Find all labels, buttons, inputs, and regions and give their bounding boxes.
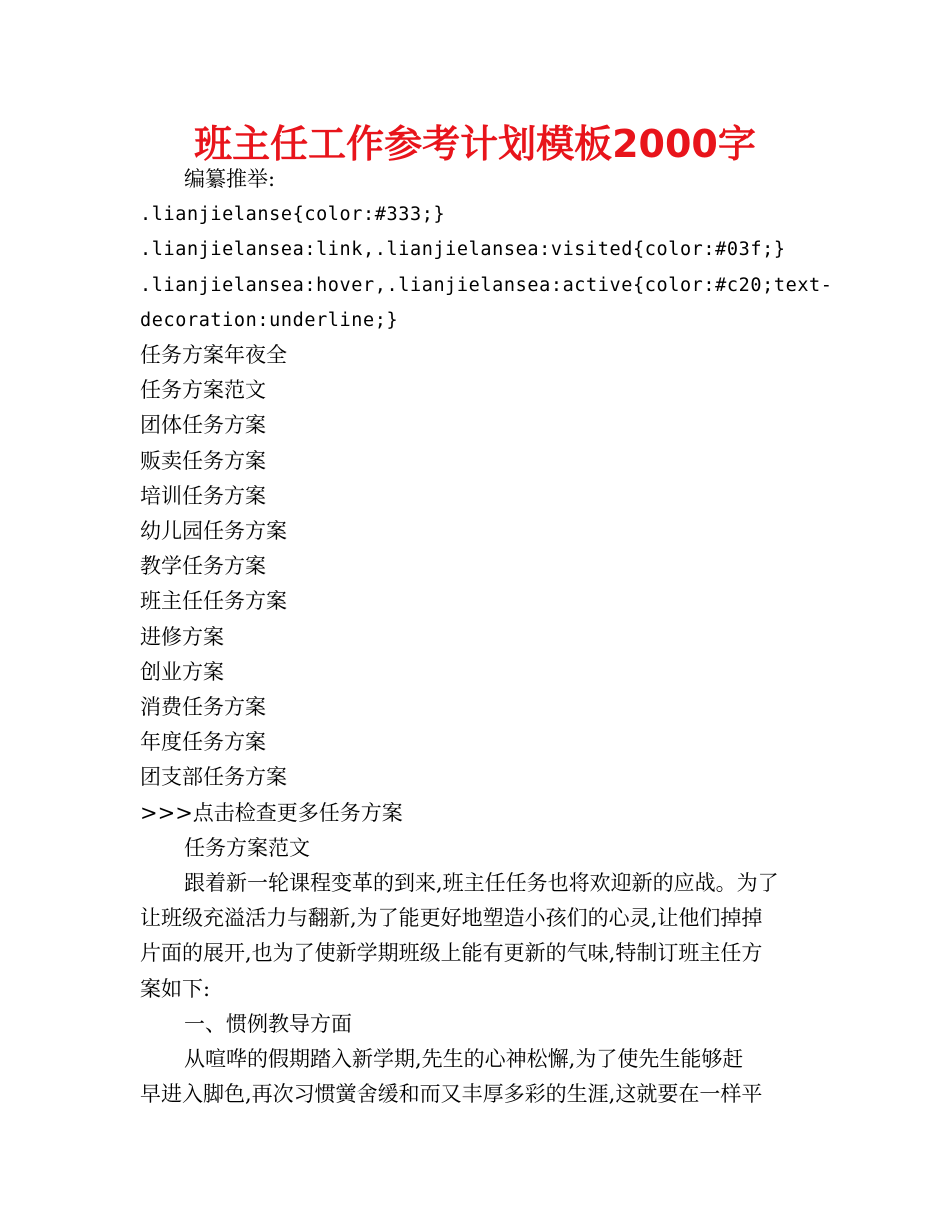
related-link[interactable]: 任务方案年夜全 (140, 343, 287, 368)
css-line: .lianjielanse{color:#333;} (140, 204, 446, 226)
paragraph-line: 早进入脚色,再次习惯黉舍缓和而又丰厚多彩的生涯,这就要在一样平 (140, 1082, 763, 1107)
css-line: decoration:underline;} (140, 309, 399, 331)
related-link[interactable]: 培训任务方案 (140, 483, 266, 508)
paragraph-line: 案如下: (140, 976, 211, 1001)
related-link[interactable]: 教学任务方案 (140, 554, 266, 579)
related-link[interactable]: 班主任任务方案 (140, 589, 287, 614)
css-line: .lianjielansea:link,.lianjielansea:visited{color:#03f;} (140, 239, 786, 261)
section-heading: 任务方案范文 (184, 835, 310, 860)
related-link[interactable]: 幼儿园任务方案 (140, 519, 287, 544)
paragraph-line: 从喧哗的假期踏入新学期,先生的心神松懈,为了使先生能够赶 (184, 1047, 744, 1072)
more-plans-link[interactable]: >>>点击检查更多任务方案 (140, 800, 403, 825)
editor-label: 编纂推举: (184, 167, 276, 191)
related-link[interactable]: 贩卖任务方案 (140, 448, 266, 473)
related-link[interactable]: 团体任务方案 (140, 413, 266, 438)
document-title: 班主任工作参考计划模板2000字 (194, 122, 756, 166)
paragraph-line: 片面的展开,也为了使新学期班级上能有更新的气味,特制订班主任方 (140, 941, 763, 966)
related-link[interactable]: 年度任务方案 (140, 730, 266, 755)
related-link[interactable]: 任务方案范文 (140, 378, 266, 403)
subheading: 一、惯例教导方面 (184, 1011, 352, 1036)
related-link[interactable]: 创业方案 (140, 659, 224, 684)
related-link[interactable]: 消费任务方案 (140, 695, 266, 720)
related-link[interactable]: 团支部任务方案 (140, 765, 287, 790)
document-body (140, 162, 833, 1112)
related-link[interactable]: 进修方案 (140, 624, 224, 649)
css-line: .lianjielansea:hover,.lianjielansea:active{color:#c20;text- (140, 274, 833, 296)
paragraph-line: 让班级充溢活力与翻新,为了能更好地塑造小孩们的心灵,让他们掉掉 (140, 906, 763, 931)
paragraph-line: 跟着新一轮课程变革的到来,班主任任务也将欢迎新的应战。为了 (184, 871, 779, 896)
